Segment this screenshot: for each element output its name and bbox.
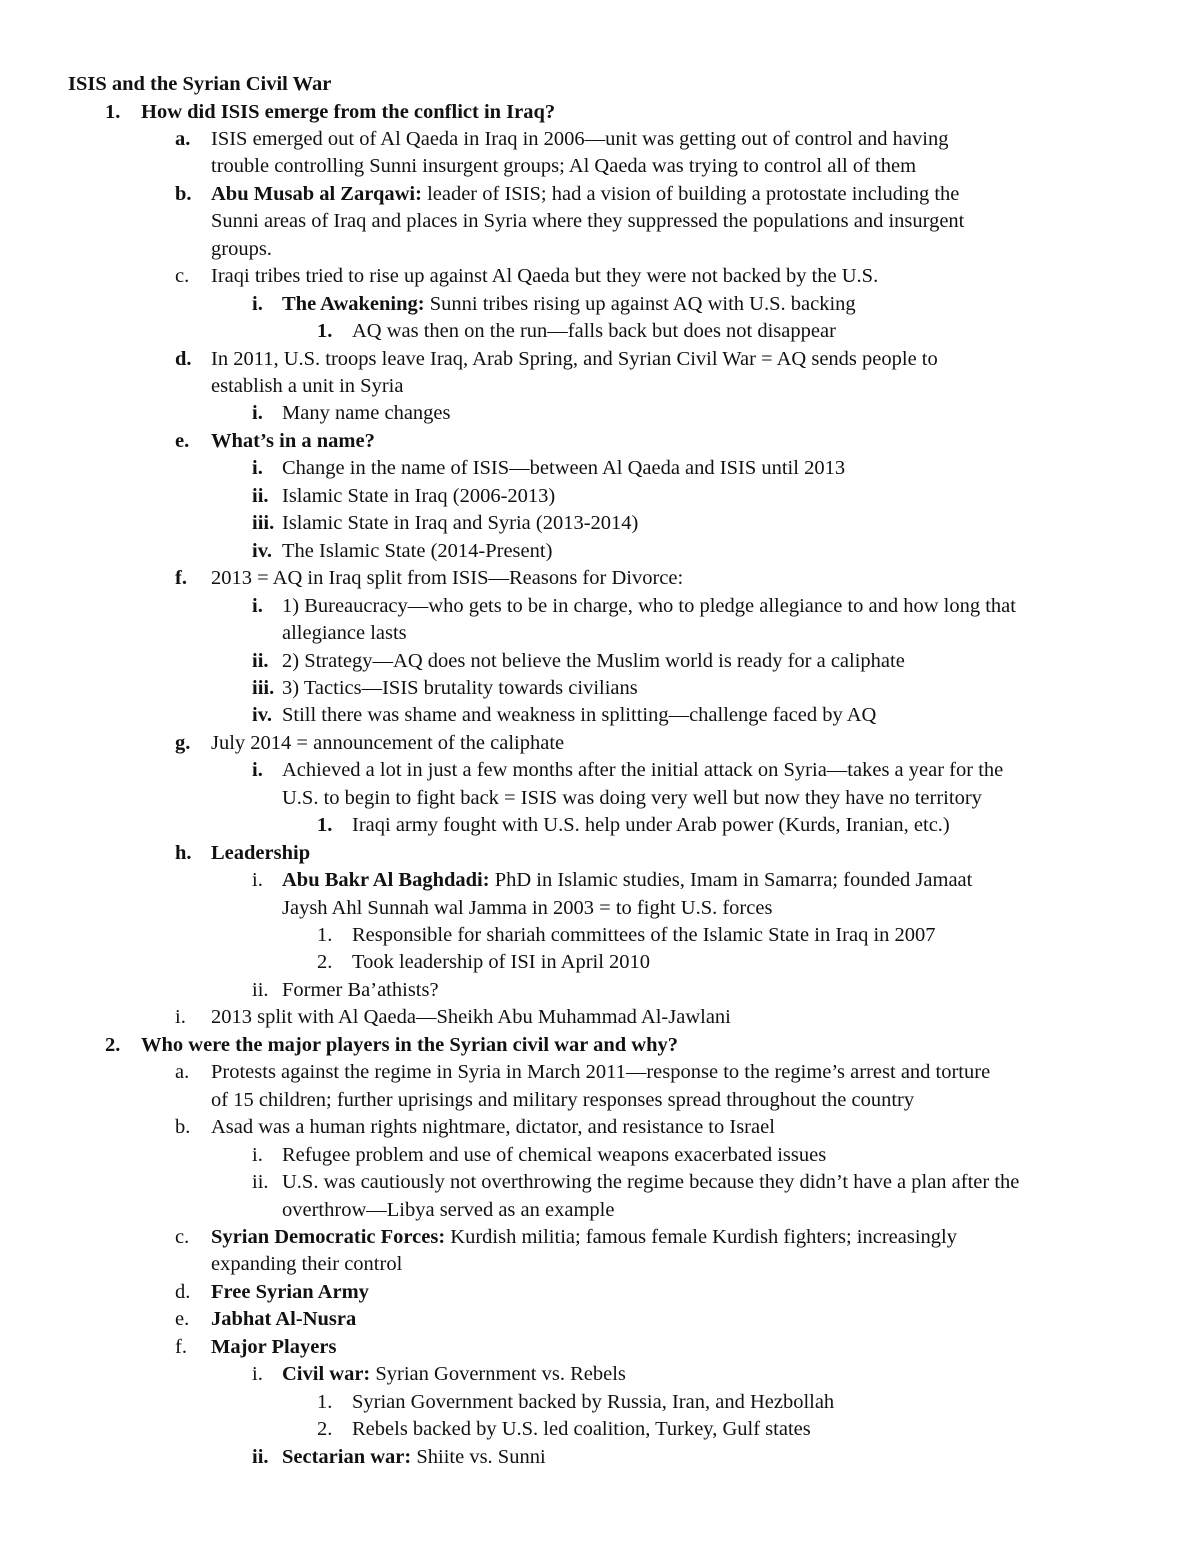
bold-term: Who were the major players in the Syrian civil war and why? [141,1033,678,1056]
list-marker: 2. [105,1033,121,1056]
list-item-text [211,1307,356,1331]
list-item-text [282,539,552,563]
list-marker: e. [175,1308,190,1331]
list-item-text [282,1198,614,1222]
list-item-text [352,923,936,947]
text-segment: July 2014 = announcement of the caliphate [211,731,565,754]
list-marker: ii. [252,1445,269,1468]
text-segment: ISIS emerged out of Al Qaeda in Iraq in 2006—unit was getting out of control and having [211,127,949,150]
list-item-text [282,292,856,316]
list-marker: ii. [252,1171,269,1194]
text-segment: Islamic State in Iraq and Syria (2013-2014) [282,512,639,535]
list-item-text [211,1225,957,1249]
bold-term: What’s in a name? [211,429,375,452]
list-marker: e. [175,429,190,452]
list-marker: i. [252,457,263,480]
text-segment: U.S. was cautiously not overthrowing the regime because they didn’t have a plan after the [282,1171,1020,1194]
list-item-text [352,1390,834,1414]
list-item-text [141,1033,678,1057]
list-item-text [282,649,905,673]
list-marker: h. [175,841,192,864]
list-item-text [282,758,1003,782]
list-item-text [211,374,403,398]
bold-term: Free Syrian Army [211,1280,369,1303]
list-marker: 1. [105,100,121,123]
list-item-text [282,401,451,425]
text-segment: Responsible for shariah committees of the Islamic State in Iraq in 2007 [352,924,936,946]
bold-term: Leadership [211,841,311,864]
text-segment: Shiite vs. Sunni [411,1445,546,1468]
list-item-text [211,154,916,178]
text-segment: Still there was shame and weakness in splitting—challenge faced by AQ [282,704,877,727]
text-segment: U.S. to begin to fight back = ISIS was doing very well but now they have no territory [282,786,982,809]
list-marker: a. [175,127,191,150]
list-marker: i. [252,292,263,315]
text-segment: Took leadership of ISI in April 2010 [352,951,651,974]
list-item-text [282,511,638,535]
text-segment: Change in the name of ISIS—between Al Qaeda and ISIS until 2013 [282,457,846,480]
list-item-text [211,127,948,151]
list-marker: f. [175,1335,187,1358]
text-segment: Jaysh Ahl Sunnah wal Jamma in 2003 = to fight U.S. forces [282,896,773,919]
list-marker: i. [252,759,263,782]
text-segment: overthrow—Libya served as an example [282,1198,615,1221]
bold-term: Sectarian war: [282,1445,412,1468]
bold-term: Abu Musab al Zarqawi: [211,182,422,205]
text-segment: Islamic State in Iraq (2006-2013) [282,484,556,507]
bold-term: The Awakening: [282,292,425,315]
list-item-text [282,868,972,892]
text-segment: In 2011, U.S. troops leave Iraq, Arab Spring, and Syrian Civil War = AQ sends people to [211,347,938,370]
text-segment: Sunni areas of Iraq and places in Syria where they suppressed the populations and insurgent [211,210,965,233]
list-marker: ii. [252,484,269,507]
list-marker: 1. [317,1390,333,1413]
text-segment: Refugee problem and use of chemical weapons exacerbated issues [282,1143,827,1166]
bold-term: How did ISIS emerge from the conflict in Iraq? [141,100,556,123]
text-segment: Protests against the regime in Syria in March 2011—response to the regime’s arrest and torture [211,1061,991,1084]
list-marker: i. [252,594,263,617]
list-marker: b. [175,182,192,205]
text-segment: AQ was then on the run—falls back but does not disappear [352,320,836,343]
list-item-text [282,1143,826,1167]
text-segment: PhD in Islamic studies, Imam in Samarra; founded Jamaat [489,869,973,892]
list-item-text [211,264,878,288]
list-item-text [352,1417,811,1441]
list-marker: g. [175,731,191,754]
page-title: ISIS and the Syrian Civil War [68,73,332,95]
list-marker: iv. [252,539,272,562]
bold-term: Abu Bakr Al Baghdadi: [282,869,490,892]
list-item-text [211,1060,990,1084]
text-segment: 2013 split with Al Qaeda—Sheikh Abu Muhammad Al-Jawlani [211,1006,731,1029]
list-item-text [211,1115,775,1139]
list-marker: i. [252,1363,263,1386]
list-marker: 2. [317,951,333,974]
list-marker: i. [175,1006,186,1029]
text-segment: groups. [211,237,272,260]
text-segment: The Islamic State (2014-Present) [282,539,553,562]
text-segment: 2) Strategy—AQ does not believe the Muslim world is ready for a caliphate [282,649,905,672]
text-segment: Former Ba’athists? [282,978,439,1001]
text-segment: Syrian Government vs. Rebels [370,1363,626,1386]
list-marker: a. [175,1061,190,1084]
list-item-text [211,209,964,233]
list-item-text [211,841,310,865]
list-marker: 2. [317,1418,333,1441]
list-item-text [352,813,950,837]
list-item-text [282,456,845,480]
list-marker: 1. [317,814,333,837]
list-marker: iii. [252,512,275,535]
list-item-text [282,896,772,920]
text-segment: Achieved a lot in just a few months after the initial attack on Syria—takes a year for the [282,759,1004,782]
list-item-text [211,347,938,371]
list-item-text [282,1170,1019,1194]
list-item-text [352,950,650,974]
list-item-text [211,566,683,590]
list-item-text [141,100,555,124]
list-item-text [211,1280,369,1304]
list-item-text [282,676,638,700]
bold-term: Major Players [211,1335,337,1358]
list-item-text [282,594,1016,618]
text-segment: allegiance lasts [282,622,407,645]
list-item-text [211,1252,402,1276]
list-marker: b. [175,1116,191,1139]
list-item-text [211,731,564,755]
text-segment: Iraqi tribes tried to rise up against Al Qaeda but they were not backed by the U.S. [211,265,879,288]
bold-term: Syrian Democratic Forces: [211,1225,446,1248]
list-item-text [211,1088,914,1112]
text-segment: of 15 children; further uprisings and military responses spread throughout the country [211,1088,915,1111]
list-marker: ii. [252,649,269,672]
list-marker: i. [252,869,263,892]
list-item-text [282,786,982,810]
list-marker: d. [175,347,192,370]
text-segment: expanding their control [211,1253,403,1276]
text-segment: 1) Bureaucracy—who gets to be in charge, who to pledge allegiance to and how long that [282,594,1016,617]
text-segment: Asad was a human rights nightmare, dictator, and resistance to Israel [211,1116,775,1139]
list-item-text [282,1362,626,1386]
text-segment: 3) Tactics—ISIS brutality towards civilians [282,676,638,699]
text-segment: Kurdish militia; famous female Kurdish fighters; increasingly [445,1225,957,1248]
list-item-text [282,978,439,1002]
list-item-text [211,1335,336,1359]
list-marker: 1. [317,924,333,946]
list-marker: ii. [252,978,269,1001]
list-item-text [282,703,876,727]
text-segment: establish a unit in Syria [211,375,404,397]
list-marker: d. [175,1280,191,1303]
list-item-text [352,319,836,343]
list-item-text [282,484,555,508]
list-marker: c. [175,265,190,288]
list-marker: c. [175,1225,190,1248]
text-segment: 2013 = AQ in Iraq split from ISIS—Reasons for Divorce: [211,567,684,590]
list-item-text [211,429,375,453]
list-item-text [282,621,407,645]
text-segment: leader of ISIS; had a vision of building a protostate including the [421,182,960,205]
text-segment: Iraqi army fought with U.S. help under Arab power (Kurds, Iranian, etc.) [352,814,950,837]
list-item-text [211,237,272,261]
list-marker: 1. [317,320,333,343]
list-marker: i. [252,402,263,425]
text-segment: Sunni tribes rising up against AQ with U.S. backing [424,292,856,315]
text-segment: trouble controlling Sunni insurgent groups; Al Qaeda was trying to control all of them [211,155,917,178]
bold-term: Jabhat Al-Nusra [211,1308,357,1331]
list-marker: f. [175,567,187,590]
list-item-text [211,1005,731,1029]
list-item-text [282,1445,546,1469]
text-segment: Syrian Government backed by Russia, Iran, and Hezbollah [352,1390,835,1413]
bold-term: Civil war: [282,1363,371,1386]
text-segment: Rebels backed by U.S. led coalition, Turkey, Gulf states [352,1418,811,1441]
list-marker: i. [252,1143,263,1166]
list-item-text [211,182,959,206]
list-marker: iii. [252,676,275,699]
text-segment: Many name changes [282,402,451,425]
list-marker: iv. [252,704,272,727]
